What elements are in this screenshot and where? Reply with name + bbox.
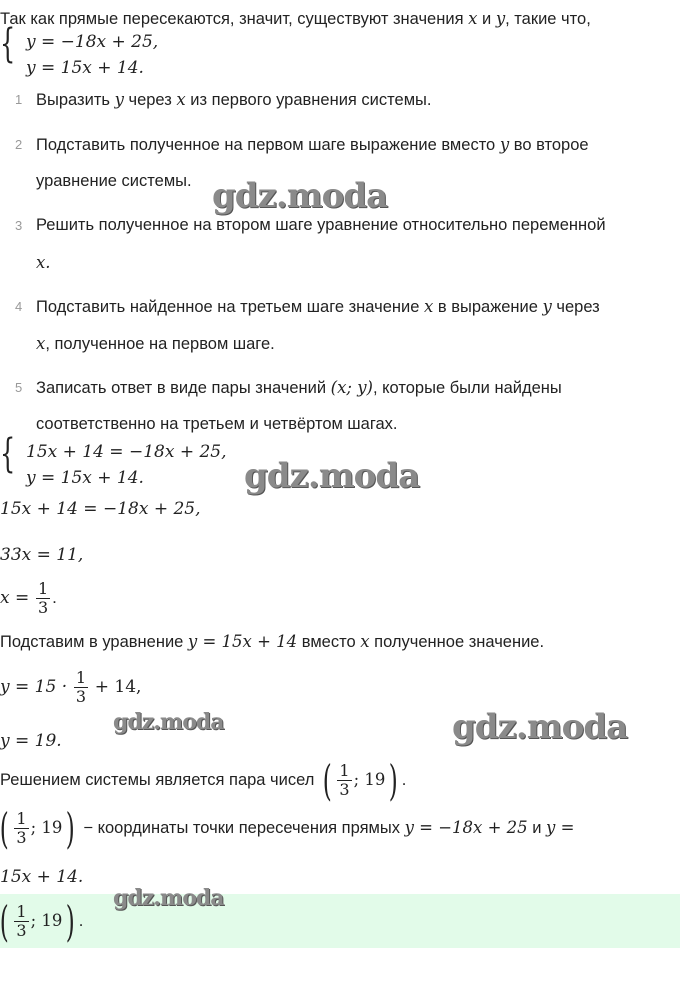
left-paren: (: [0, 803, 9, 853]
var-x: x: [176, 90, 186, 109]
text: полученное значение.: [369, 633, 545, 651]
right-paren: ): [66, 896, 76, 946]
var-y: y: [495, 9, 506, 28]
step-text: через: [551, 298, 600, 316]
step-text-line2: уравнение системы.: [36, 172, 192, 190]
system1-eq1: y = −18x + 25,: [26, 32, 159, 52]
var-x: x: [423, 297, 434, 316]
equation: y = −18x + 25: [404, 818, 528, 837]
step-text: из первого уравнения системы.: [185, 91, 432, 109]
fraction: [14, 903, 28, 940]
text: − координаты точки пересечения прямых: [78, 819, 405, 837]
step-text: через: [123, 91, 177, 109]
numerator: 1: [37, 579, 49, 598]
numerator: 1: [16, 902, 27, 922]
intro-line: [0, 8, 591, 30]
step-number: 1: [15, 92, 23, 107]
step-text: Выразить: [36, 91, 115, 109]
fraction: [14, 810, 28, 847]
watermark-logo: gdz.moda: [113, 709, 224, 735]
step-text: во второе: [509, 136, 589, 154]
suffix: .: [78, 912, 84, 930]
step-number: 4: [15, 299, 23, 314]
var-x: x: [36, 334, 46, 353]
left-paren: (: [0, 896, 9, 946]
coords-line: [0, 803, 575, 853]
numerator: 1: [16, 809, 27, 829]
step-text: Подставить полученное на первом шаге выражение вместо: [36, 136, 500, 154]
step-text: Решить полученное на втором шаге уравнение относительно переменной: [36, 216, 606, 234]
system2-eq1: 15x + 14 = −18x + 25,: [26, 442, 227, 462]
step-number: 3: [15, 218, 23, 233]
system1-eq2: y = 15x + 14.: [26, 58, 144, 78]
fraction: [74, 669, 88, 706]
intro-text: Так как прямые пересекаются, значит, существуют значения: [0, 10, 464, 28]
right-paren: ): [66, 803, 76, 853]
value: ; 19: [30, 818, 63, 837]
brace-icon: {: [0, 431, 16, 477]
text: Подставим в уравнение: [0, 633, 188, 651]
step-text: в выражение: [433, 298, 543, 316]
suffix: .: [52, 587, 57, 607]
denominator: 3: [37, 598, 49, 617]
var-x: x: [468, 9, 478, 28]
var-y: y: [542, 297, 552, 316]
text: вместо: [297, 633, 361, 651]
step-number: 5: [15, 380, 23, 395]
var-y: y: [114, 90, 124, 109]
denominator: 3: [339, 780, 350, 800]
equation: y =: [546, 818, 575, 837]
fraction: [36, 580, 50, 617]
suffix: .: [401, 771, 407, 789]
step-text: Записать ответ в виде пары значений: [36, 379, 331, 397]
calc-line-2: 33x = 11,: [0, 545, 84, 565]
value: ; 19: [30, 911, 63, 930]
calc-line-3: [0, 580, 57, 617]
watermark-logo: gdz.moda: [113, 885, 224, 911]
coords-eq2-end: 15x + 14.: [0, 867, 84, 887]
solution-line: [0, 755, 407, 805]
numerator: 1: [75, 668, 87, 687]
y-calc-line: [0, 669, 141, 706]
equation: y = 15x + 14: [187, 632, 298, 651]
answer-line: [0, 896, 84, 946]
calc-prefix: x =: [0, 587, 30, 608]
system2-eq2: y = 15x + 14.: [26, 468, 144, 488]
right-paren: ): [389, 755, 399, 805]
calc-prefix: y = 15 ·: [0, 676, 68, 697]
subst-line: [0, 631, 544, 653]
var-y: y: [499, 135, 510, 154]
text: и: [527, 819, 547, 837]
step-number: 2: [15, 137, 23, 152]
intro-tail: , такие что,: [505, 10, 591, 28]
answer-box: [0, 894, 680, 948]
suffix: + 14,: [94, 676, 142, 697]
pair-xy: (x; y): [330, 378, 373, 397]
and-text: и: [482, 10, 492, 28]
step-text: Подставить найденное на третьем шаге значение: [36, 298, 424, 316]
value: ; 19: [353, 770, 386, 789]
fraction: [337, 762, 351, 799]
y-result: y = 19.: [0, 731, 62, 751]
step-text-line2: x.: [36, 253, 51, 272]
denominator: 3: [16, 921, 27, 941]
step-text: , которые были найдены: [372, 379, 562, 397]
watermark-logo: gdz.moda: [212, 176, 388, 216]
numerator: 1: [339, 761, 350, 781]
brace-icon: {: [0, 21, 16, 67]
calc-line-1: 15x + 14 = −18x + 25,: [0, 499, 201, 519]
text: Решением системы является пара чисел: [0, 771, 315, 789]
left-paren: (: [322, 755, 332, 805]
denominator: 3: [16, 828, 27, 848]
var-x: x: [360, 632, 370, 651]
watermark-logo: gdz.moda: [244, 456, 420, 496]
step-text-line2: соответственно на третьем и четвёртом шагах.: [36, 415, 398, 433]
denominator: 3: [75, 687, 87, 706]
watermark-logo: gdz.moda: [452, 707, 628, 747]
step-text: , полученное на первом шаге.: [45, 335, 275, 353]
